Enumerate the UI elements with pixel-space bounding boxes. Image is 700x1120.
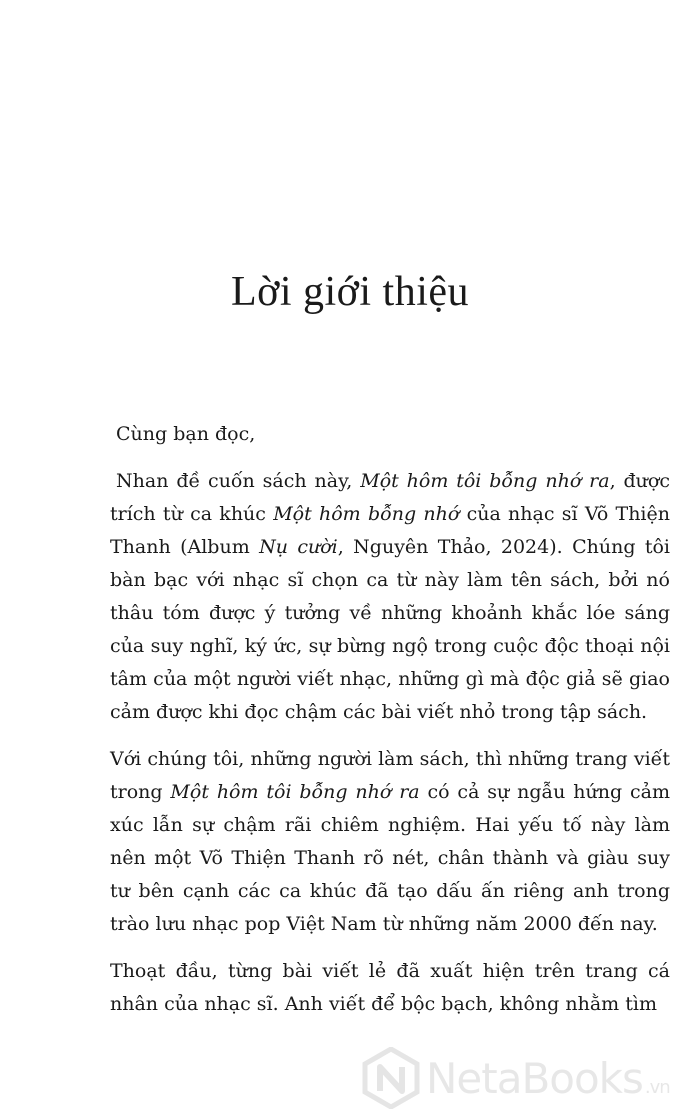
watermark — [362, 1044, 692, 1112]
italic-title: Một hôm bỗng nhớ — [273, 503, 460, 525]
watermark-text: NetaBooks .vn — [426, 1053, 670, 1103]
text-run: Với chúng tôi, những người làm sách, thì những trang viết trong — [110, 748, 670, 803]
paragraph-1 — [80, 465, 670, 729]
text-run: , được trích từ ca khúc — [110, 470, 670, 525]
italic-title: Nụ cười — [259, 536, 338, 558]
italic-title: Một hôm tôi bỗng nhớ ra — [360, 470, 610, 492]
netabooks-logo-icon — [362, 1047, 420, 1109]
paragraph-2 — [110, 743, 670, 941]
text-run: Nhan đề cuốn sách này, — [116, 470, 361, 492]
text-run: có cả sự ngẫu hứng cảm xúc lẫn sự chậm rãi chiêm nghiệm. Hai yếu tố này làm nên một Võ Thiện Thanh rõ nét, chân thành và giàu suy tư bên cạnh các ca khúc đã tạo dấu ấn riêng anh trong trào lưu nhạc pop Việt Nam từ những năm 2000 đến nay. — [110, 781, 670, 935]
text-run: của nhạc sĩ Võ Thiện Thanh (Album — [110, 503, 670, 558]
paragraph-3: Thoạt đầu, từng bài viết lẻ đã xuất hiện trên trang cá nhân của nhạc sĩ. Anh viết để bộc bạch, không nhằm tìm — [110, 960, 670, 1015]
greeting: Cùng bạn đọc, — [116, 423, 256, 445]
text-run: , Nguyên Thảo, 2024). Chúng tôi bàn bạc với nhạc sĩ chọn ca từ này làm tên sách, bởi nó thâu tóm được ý tưởng về những khoảnh khắc lóe sáng của suy nghĩ, ký ức, sự bừng ngộ trong cuộc độc thoại nội tâm của một người viết nhạc, những gì mà độc giả sẽ giao cảm được khi đọc chậm các bài viết nhỏ trong tập sách. — [110, 536, 671, 723]
italic-title: Một hôm tôi bỗng nhớ ra — [170, 781, 420, 803]
body-text — [110, 418, 670, 1021]
page-title: Lời giới thiệu — [230, 269, 470, 315]
